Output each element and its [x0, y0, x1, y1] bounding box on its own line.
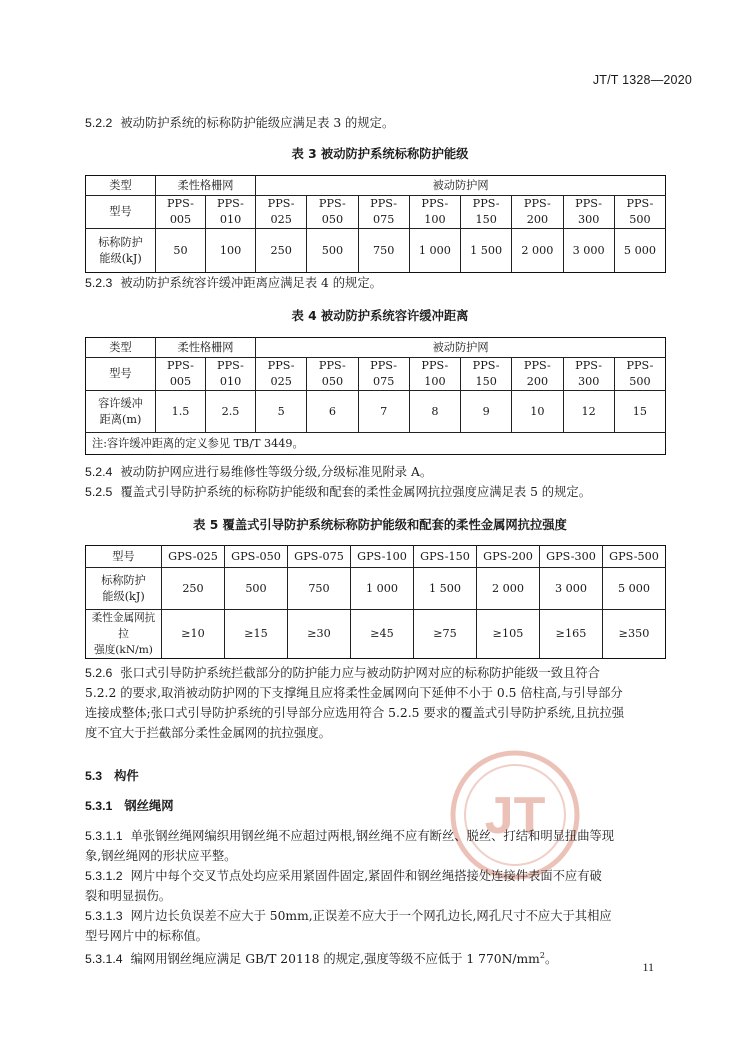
- table-cell: ≥75: [414, 610, 477, 659]
- table-cell: 50: [156, 229, 206, 273]
- table-row: [86, 358, 666, 391]
- table-cell: 3 000: [540, 568, 603, 610]
- header-cell: 类型: [86, 176, 156, 196]
- row-label: [86, 391, 156, 433]
- superscript: 2: [539, 951, 545, 960]
- clause-line: 型号网片中的标称值。: [85, 929, 208, 943]
- clause-number: 5.3.1.3: [85, 909, 123, 923]
- table-cell: PPS-300: [563, 358, 614, 391]
- table-cell: ≥105: [477, 610, 540, 659]
- table-cell: PPS-075: [358, 196, 409, 229]
- watermark-letters: JT: [484, 787, 546, 845]
- table-cell: PPS-500: [614, 358, 665, 391]
- table-cell: 5: [256, 391, 307, 433]
- row-label: [86, 229, 156, 273]
- table-cell: 10: [512, 391, 563, 433]
- table-cell: 6: [307, 391, 358, 433]
- table-cell: GPS-075: [288, 546, 351, 568]
- table-row: [86, 610, 666, 659]
- row-label-line: 柔性金属网抗拉: [91, 612, 156, 640]
- table-cell: PPS-050: [307, 358, 358, 391]
- table-cell: PPS-500: [614, 196, 665, 229]
- table-cell: 9: [461, 391, 512, 433]
- table-cell: 1.5: [156, 391, 206, 433]
- table-row: [86, 176, 666, 196]
- table-row: [86, 546, 666, 568]
- section-5-3-heading: [85, 766, 139, 784]
- clause-number: 5.2.2: [85, 116, 113, 130]
- table-cell: GPS-050: [225, 546, 288, 568]
- clause-text: 张口式引导防护系统拦截部分的防护能力应与被动防护网对应的标称防护能级一致且符合: [120, 666, 600, 680]
- page-number: 11: [642, 960, 654, 974]
- row-label-line: 距离(m): [99, 412, 142, 426]
- table-cell: GPS-200: [477, 546, 540, 568]
- table-cell: 100: [206, 229, 256, 273]
- row-label-line: 标称防护: [101, 573, 146, 587]
- clause-5-2-2: [85, 113, 675, 133]
- table-cell: 250: [256, 229, 307, 273]
- header-cell: 被动防护网: [256, 338, 666, 358]
- table-note: 注:容许缓冲距离的定义参见 TB/T 3449。: [86, 433, 666, 455]
- table-cell: PPS-150: [461, 196, 512, 229]
- table-cell: 15: [614, 391, 665, 433]
- table-cell: 8: [409, 391, 460, 433]
- table-row: [86, 338, 666, 358]
- clause-5-2-6: [85, 663, 675, 743]
- table-cell: PPS-200: [512, 196, 563, 229]
- section-number: 5.3: [85, 769, 103, 783]
- row-label-line: 能级(kJ): [99, 251, 142, 265]
- row-label: [86, 568, 162, 610]
- clause-number: 5.3.1.1: [85, 829, 123, 843]
- clause-line: 连接成整体;张口式引导防护系统的引导部分应选用符合 5.2.5 要求的覆盖式引导防护系统,且抗拉强: [85, 706, 625, 720]
- table-cell: 3 000: [563, 229, 614, 273]
- table-cell: PPS-150: [461, 358, 512, 391]
- table-cell: PPS-025: [256, 196, 307, 229]
- clause-line: 5.2.2 的要求,取消被动防护网的下支撑绳且应将柔性金属网向下延伸不小于 0.5 倍柱高,与引导部分: [85, 686, 623, 700]
- table-cell: GPS-150: [414, 546, 477, 568]
- table-cell: 500: [307, 229, 358, 273]
- table-cell: ≥45: [351, 610, 414, 659]
- table-cell: 750: [358, 229, 409, 273]
- table-cell: 12: [563, 391, 614, 433]
- clause-tail: 。: [544, 952, 558, 967]
- clause-text: 被动防护系统的标称防护能级应满足表 3 的规定。: [120, 116, 395, 130]
- table-5: [85, 545, 666, 659]
- section-number: 5.3.1: [85, 799, 113, 813]
- table-cell: PPS-005: [156, 358, 206, 391]
- clause-number: 5.2.6: [85, 666, 113, 680]
- table-cell: GPS-100: [351, 546, 414, 568]
- table-cell: 2 000: [477, 568, 540, 610]
- clause-5-2-3: [85, 273, 675, 293]
- table-cell: 1 500: [461, 229, 512, 273]
- standard-number: JT/T 1328—2020: [592, 73, 692, 87]
- header-cell: 型号: [86, 546, 162, 568]
- section-5-3-1-heading: [85, 796, 174, 814]
- clause-number: 5.2.3: [85, 276, 113, 290]
- table-3: [85, 175, 666, 273]
- table-cell: 5 000: [614, 229, 665, 273]
- table-4: [85, 337, 666, 455]
- table-row: [86, 229, 666, 273]
- clause-5-3-1-4: [85, 946, 675, 969]
- clause-text: 网片中每个交叉节点处均应采用紧固件固定,紧固件和钢丝绳搭接处连接件表面不应有破: [130, 869, 602, 883]
- clause-text: 单张钢丝绳网编织用钢丝绳不应超过两根,钢丝绳不应有断丝、脱丝、打结和明显扭曲等现: [130, 829, 615, 843]
- clause-line: 度不宜大于拦截部分柔性金属网的抗拉强度。: [85, 726, 331, 740]
- table-cell: ≥350: [603, 610, 666, 659]
- table-5-caption: 表 5 覆盖式引导防护系统标称防护能级和配套的柔性金属网抗拉强度: [193, 518, 567, 532]
- clause-line: [85, 866, 675, 886]
- table-cell: 7: [358, 391, 409, 433]
- header-cell: 柔性格栅网: [156, 176, 256, 196]
- table-4-caption: 表 4 被动防护系统容许缓冲距离: [291, 309, 469, 323]
- table-cell: ≥30: [288, 610, 351, 659]
- table-cell: GPS-300: [540, 546, 603, 568]
- header-cell: 柔性格栅网: [156, 338, 256, 358]
- clause-5-3-1-1: [85, 826, 675, 866]
- row-label-line: 强度(kN/m): [94, 644, 153, 656]
- section-title: 构件: [114, 769, 139, 783]
- table-cell: PPS-100: [409, 196, 460, 229]
- table-note-row: [86, 433, 666, 455]
- clause-text: 被动防护系统容许缓冲距离应满足表 4 的规定。: [120, 276, 382, 290]
- table-cell: 1 000: [351, 568, 414, 610]
- table-cell: 250: [162, 568, 225, 610]
- clause-line: 裂和明显损伤。: [85, 889, 172, 903]
- table-row: [86, 196, 666, 229]
- header-cell: 被动防护网: [256, 176, 666, 196]
- table-cell: PPS-005: [156, 196, 206, 229]
- table-3-caption: 表 3 被动防护系统标称防护能级: [291, 147, 469, 161]
- header-cell: 类型: [86, 338, 156, 358]
- table-cell: PPS-025: [256, 358, 307, 391]
- row-label-line: 标称防护: [98, 235, 143, 249]
- table-cell: 500: [225, 568, 288, 610]
- clause-text: 覆盖式引导防护系统的标称防护能级和配套的柔性金属网抗拉强度应满足表 5 的规定。: [120, 485, 591, 499]
- table-cell: 1 500: [414, 568, 477, 610]
- clause-number: 5.3.1.2: [85, 869, 123, 883]
- clause-text: 网片边长负误差不应大于 50mm,正误差不应大于一个网孔边长,网孔尺寸不应大于其相应: [130, 909, 612, 923]
- table-cell: 750: [288, 568, 351, 610]
- section-title: 钢丝绳网: [124, 799, 174, 813]
- table-cell: PPS-075: [358, 358, 409, 391]
- header-cell: 型号: [86, 358, 156, 391]
- table-row: [86, 391, 666, 433]
- table-cell: GPS-025: [162, 546, 225, 568]
- clause-line: [85, 906, 675, 926]
- table-cell: 1 000: [409, 229, 460, 273]
- table-cell: GPS-500: [603, 546, 666, 568]
- row-label-line: 能级(kJ): [102, 589, 145, 603]
- clause-line: 象,钢丝绳网的形状应平整。: [85, 849, 237, 863]
- table-cell: PPS-300: [563, 196, 614, 229]
- clause-line: [85, 663, 675, 683]
- clause-number: 5.2.4: [85, 465, 113, 479]
- table-cell: 2.5: [206, 391, 256, 433]
- clause-5-3-1-2: [85, 866, 675, 906]
- table-cell: ≥165: [540, 610, 603, 659]
- table-cell: ≥15: [225, 610, 288, 659]
- table-cell: PPS-050: [307, 196, 358, 229]
- table-cell: PPS-010: [206, 358, 256, 391]
- table-cell: 2 000: [512, 229, 563, 273]
- clause-number: 5.2.5: [85, 485, 113, 499]
- clause-text: 被动防护网应进行易维修性等级分级,分级标准见附录 A。: [120, 465, 433, 479]
- clause-line: [85, 826, 675, 846]
- row-label: [86, 610, 162, 659]
- table-cell: PPS-200: [512, 358, 563, 391]
- clause-text: 编网用钢丝绳应满足 GB/T 20118 的规定,强度等级不应低于 1 770N/mm: [130, 952, 540, 967]
- clause-5-2-5: [85, 482, 675, 502]
- table-cell: 5 000: [603, 568, 666, 610]
- table-cell: ≥10: [162, 610, 225, 659]
- row-label-line: 容许缓冲: [98, 396, 143, 410]
- table-cell: PPS-100: [409, 358, 460, 391]
- header-cell: 型号: [86, 196, 156, 229]
- table-row: [86, 568, 666, 610]
- clause-number: 5.3.1.4: [85, 952, 123, 967]
- clause-5-3-1-3: [85, 906, 675, 946]
- clause-5-2-4: [85, 462, 675, 482]
- table-cell: PPS-010: [206, 196, 256, 229]
